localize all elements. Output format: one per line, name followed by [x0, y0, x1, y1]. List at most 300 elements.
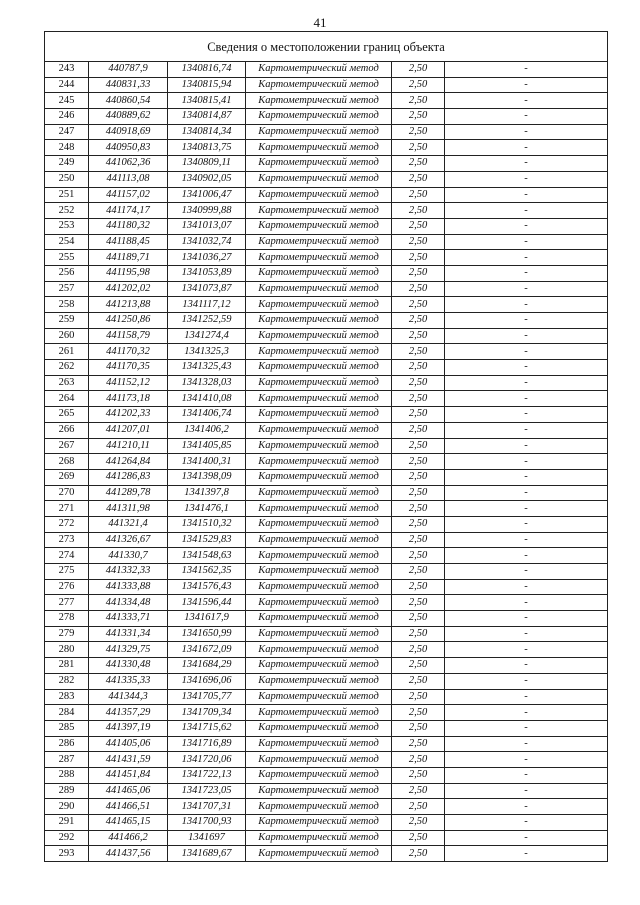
cell-point-number: 250: [45, 171, 89, 187]
table-row: [45, 846, 608, 862]
cell-accuracy: 2,50: [392, 391, 445, 407]
cell-accuracy: 2,50: [392, 360, 445, 376]
table-row: [45, 391, 608, 407]
cell-y-coordinate: 1341410,08: [168, 391, 246, 407]
cell-y-coordinate: 1341406,2: [168, 422, 246, 438]
cell-accuracy: 2,50: [392, 297, 445, 313]
cell-point-number: 257: [45, 281, 89, 297]
cell-method: Картометрический метод: [246, 595, 392, 611]
cell-method: Картометрический метод: [246, 579, 392, 595]
cell-point-number: 280: [45, 642, 89, 658]
cell-description: -: [445, 281, 608, 297]
cell-method: Картометрический метод: [246, 485, 392, 501]
cell-accuracy: 2,50: [392, 203, 445, 219]
table-row: [45, 532, 608, 548]
table-row: [45, 234, 608, 250]
table-row: [45, 736, 608, 752]
cell-accuracy: 2,50: [392, 93, 445, 109]
cell-description: -: [445, 328, 608, 344]
cell-point-number: 274: [45, 548, 89, 564]
cell-point-number: 279: [45, 626, 89, 642]
cell-y-coordinate: 1341705,77: [168, 689, 246, 705]
cell-accuracy: 2,50: [392, 673, 445, 689]
cell-y-coordinate: 1341032,74: [168, 234, 246, 250]
table-row: [45, 658, 608, 674]
cell-description: -: [445, 250, 608, 266]
cell-y-coordinate: 1340815,41: [168, 93, 246, 109]
cell-accuracy: 2,50: [392, 595, 445, 611]
cell-accuracy: 2,50: [392, 171, 445, 187]
cell-y-coordinate: 1340902,05: [168, 171, 246, 187]
cell-method: Картометрический метод: [246, 187, 392, 203]
cell-y-coordinate: 1341405,85: [168, 438, 246, 454]
cell-x-coordinate: 441158,79: [89, 328, 168, 344]
cell-y-coordinate: 1341397,8: [168, 485, 246, 501]
cell-accuracy: 2,50: [392, 265, 445, 281]
table-row: [45, 187, 608, 203]
cell-method: Картометрический метод: [246, 752, 392, 768]
cell-y-coordinate: 1341476,1: [168, 501, 246, 517]
cell-y-coordinate: 1340815,94: [168, 77, 246, 93]
cell-point-number: 276: [45, 579, 89, 595]
cell-method: Картометрический метод: [246, 124, 392, 140]
cell-accuracy: 2,50: [392, 344, 445, 360]
cell-x-coordinate: 441334,48: [89, 595, 168, 611]
cell-method: Картометрический метод: [246, 626, 392, 642]
cell-accuracy: 2,50: [392, 124, 445, 140]
cell-accuracy: 2,50: [392, 752, 445, 768]
table-row: [45, 611, 608, 627]
cell-x-coordinate: 440918,69: [89, 124, 168, 140]
cell-accuracy: 2,50: [392, 815, 445, 831]
cell-y-coordinate: 1341400,31: [168, 454, 246, 470]
cell-description: -: [445, 736, 608, 752]
cell-description: -: [445, 595, 608, 611]
cell-description: -: [445, 516, 608, 532]
cell-method: Картометрический метод: [246, 156, 392, 172]
cell-y-coordinate: 1341036,27: [168, 250, 246, 266]
cell-accuracy: 2,50: [392, 720, 445, 736]
cell-accuracy: 2,50: [392, 736, 445, 752]
cell-description: -: [445, 156, 608, 172]
cell-x-coordinate: 441333,88: [89, 579, 168, 595]
cell-x-coordinate: 441202,02: [89, 281, 168, 297]
cell-x-coordinate: 441174,17: [89, 203, 168, 219]
cell-accuracy: 2,50: [392, 375, 445, 391]
cell-description: -: [445, 673, 608, 689]
cell-x-coordinate: 441286,83: [89, 469, 168, 485]
cell-accuracy: 2,50: [392, 187, 445, 203]
cell-x-coordinate: 441333,71: [89, 611, 168, 627]
cell-description: -: [445, 218, 608, 234]
cell-method: Картометрический метод: [246, 344, 392, 360]
cell-description: -: [445, 265, 608, 281]
table-row: [45, 297, 608, 313]
cell-y-coordinate: 1341617,9: [168, 611, 246, 627]
cell-x-coordinate: 441113,08: [89, 171, 168, 187]
cell-description: -: [445, 783, 608, 799]
cell-x-coordinate: 440860,54: [89, 93, 168, 109]
cell-accuracy: 2,50: [392, 218, 445, 234]
cell-method: Картометрический метод: [246, 720, 392, 736]
cell-description: -: [445, 454, 608, 470]
cell-x-coordinate: 441466,51: [89, 799, 168, 815]
cell-point-number: 247: [45, 124, 89, 140]
cell-description: -: [445, 752, 608, 768]
cell-method: Картометрический метод: [246, 93, 392, 109]
cell-x-coordinate: 441213,88: [89, 297, 168, 313]
cell-x-coordinate: 441437,56: [89, 846, 168, 862]
table-row: [45, 485, 608, 501]
cell-y-coordinate: 1340813,75: [168, 140, 246, 156]
cell-y-coordinate: 1341596,44: [168, 595, 246, 611]
cell-accuracy: 2,50: [392, 516, 445, 532]
cell-description: -: [445, 234, 608, 250]
cell-accuracy: 2,50: [392, 234, 445, 250]
cell-description: -: [445, 391, 608, 407]
cell-point-number: 269: [45, 469, 89, 485]
cell-method: Картометрический метод: [246, 140, 392, 156]
cell-point-number: 252: [45, 203, 89, 219]
cell-description: -: [445, 815, 608, 831]
cell-method: Картометрический метод: [246, 799, 392, 815]
table-row: [45, 203, 608, 219]
cell-x-coordinate: 440889,62: [89, 109, 168, 125]
cell-accuracy: 2,50: [392, 407, 445, 423]
cell-x-coordinate: 441189,71: [89, 250, 168, 266]
cell-y-coordinate: 1340814,34: [168, 124, 246, 140]
cell-point-number: 244: [45, 77, 89, 93]
cell-accuracy: 2,50: [392, 485, 445, 501]
cell-accuracy: 2,50: [392, 77, 445, 93]
cell-y-coordinate: 1341716,89: [168, 736, 246, 752]
table-row: [45, 124, 608, 140]
cell-x-coordinate: 441330,48: [89, 658, 168, 674]
cell-point-number: 272: [45, 516, 89, 532]
cell-method: Картометрический метод: [246, 62, 392, 78]
cell-point-number: 289: [45, 783, 89, 799]
cell-accuracy: 2,50: [392, 846, 445, 862]
cell-y-coordinate: 1340816,74: [168, 62, 246, 78]
cell-accuracy: 2,50: [392, 422, 445, 438]
cell-accuracy: 2,50: [392, 62, 445, 78]
cell-point-number: 267: [45, 438, 89, 454]
cell-point-number: 256: [45, 265, 89, 281]
cell-description: -: [445, 626, 608, 642]
table-row: [45, 501, 608, 517]
cell-y-coordinate: 1341650,99: [168, 626, 246, 642]
cell-point-number: 249: [45, 156, 89, 172]
cell-description: -: [445, 642, 608, 658]
cell-y-coordinate: 1341274,4: [168, 328, 246, 344]
cell-y-coordinate: 1340814,87: [168, 109, 246, 125]
cell-method: Картометрический метод: [246, 516, 392, 532]
cell-y-coordinate: 1340999,88: [168, 203, 246, 219]
cell-description: -: [445, 203, 608, 219]
cell-description: -: [445, 564, 608, 580]
table-row: [45, 218, 608, 234]
cell-x-coordinate: 441195,98: [89, 265, 168, 281]
cell-description: -: [445, 830, 608, 846]
table-row: [45, 109, 608, 125]
table-row: [45, 438, 608, 454]
cell-x-coordinate: 441264,84: [89, 454, 168, 470]
cell-accuracy: 2,50: [392, 705, 445, 721]
cell-x-coordinate: 441332,33: [89, 564, 168, 580]
cell-y-coordinate: 1341328,03: [168, 375, 246, 391]
table-row: [45, 344, 608, 360]
cell-y-coordinate: 1341117,12: [168, 297, 246, 313]
cell-method: Картометрический метод: [246, 109, 392, 125]
cell-y-coordinate: 1341073,87: [168, 281, 246, 297]
cell-accuracy: 2,50: [392, 140, 445, 156]
table-title-row: [45, 32, 608, 62]
cell-x-coordinate: 441330,7: [89, 548, 168, 564]
cell-method: Картометрический метод: [246, 313, 392, 329]
cell-y-coordinate: 1341325,3: [168, 344, 246, 360]
cell-method: Картометрический метод: [246, 767, 392, 783]
cell-point-number: 283: [45, 689, 89, 705]
cell-point-number: 292: [45, 830, 89, 846]
cell-accuracy: 2,50: [392, 642, 445, 658]
cell-accuracy: 2,50: [392, 658, 445, 674]
cell-method: Картометрический метод: [246, 77, 392, 93]
cell-method: Картометрический метод: [246, 846, 392, 862]
cell-method: Картометрический метод: [246, 218, 392, 234]
cell-description: -: [445, 720, 608, 736]
cell-x-coordinate: 440787,9: [89, 62, 168, 78]
cell-description: -: [445, 485, 608, 501]
cell-point-number: 246: [45, 109, 89, 125]
cell-x-coordinate: 441357,29: [89, 705, 168, 721]
cell-accuracy: 2,50: [392, 469, 445, 485]
cell-accuracy: 2,50: [392, 611, 445, 627]
cell-x-coordinate: 441152,12: [89, 375, 168, 391]
cell-point-number: 251: [45, 187, 89, 203]
cell-point-number: 263: [45, 375, 89, 391]
cell-method: Картометрический метод: [246, 564, 392, 580]
cell-y-coordinate: 1341689,67: [168, 846, 246, 862]
cell-accuracy: 2,50: [392, 313, 445, 329]
cell-y-coordinate: 1341715,62: [168, 720, 246, 736]
cell-y-coordinate: 1341672,09: [168, 642, 246, 658]
cell-method: Картометрический метод: [246, 281, 392, 297]
cell-accuracy: 2,50: [392, 783, 445, 799]
cell-x-coordinate: 441173,18: [89, 391, 168, 407]
cell-point-number: 264: [45, 391, 89, 407]
cell-y-coordinate: 1341398,09: [168, 469, 246, 485]
cell-x-coordinate: 441311,98: [89, 501, 168, 517]
cell-point-number: 265: [45, 407, 89, 423]
cell-y-coordinate: 1341406,74: [168, 407, 246, 423]
cell-y-coordinate: 1340809,11: [168, 156, 246, 172]
table-row: [45, 689, 608, 705]
cell-description: -: [445, 124, 608, 140]
cell-point-number: 284: [45, 705, 89, 721]
cell-method: Картометрический метод: [246, 611, 392, 627]
cell-description: -: [445, 360, 608, 376]
cell-y-coordinate: 1341707,31: [168, 799, 246, 815]
cell-accuracy: 2,50: [392, 830, 445, 846]
table-row: [45, 705, 608, 721]
cell-method: Картометрический метод: [246, 234, 392, 250]
cell-point-number: 290: [45, 799, 89, 815]
cell-description: -: [445, 689, 608, 705]
cell-method: Картометрический метод: [246, 658, 392, 674]
cell-point-number: 271: [45, 501, 89, 517]
cell-point-number: 273: [45, 532, 89, 548]
cell-method: Картометрический метод: [246, 830, 392, 846]
cell-y-coordinate: 1341013,07: [168, 218, 246, 234]
cell-description: -: [445, 767, 608, 783]
cell-point-number: 253: [45, 218, 89, 234]
cell-description: -: [445, 532, 608, 548]
cell-x-coordinate: 441329,75: [89, 642, 168, 658]
cell-method: Картометрический метод: [246, 469, 392, 485]
table-row: [45, 422, 608, 438]
table-row: [45, 673, 608, 689]
cell-description: -: [445, 438, 608, 454]
cell-x-coordinate: 441465,06: [89, 783, 168, 799]
cell-y-coordinate: 1341252,59: [168, 313, 246, 329]
cell-method: Картометрический метод: [246, 407, 392, 423]
cell-method: Картометрический метод: [246, 705, 392, 721]
cell-point-number: 243: [45, 62, 89, 78]
table-row: [45, 830, 608, 846]
table-row: [45, 454, 608, 470]
cell-description: -: [445, 422, 608, 438]
cell-point-number: 288: [45, 767, 89, 783]
cell-x-coordinate: 441157,02: [89, 187, 168, 203]
cell-accuracy: 2,50: [392, 767, 445, 783]
cell-y-coordinate: 1341325,43: [168, 360, 246, 376]
cell-accuracy: 2,50: [392, 579, 445, 595]
cell-description: -: [445, 579, 608, 595]
cell-x-coordinate: 441331,34: [89, 626, 168, 642]
cell-method: Картометрический метод: [246, 391, 392, 407]
cell-point-number: 286: [45, 736, 89, 752]
cell-x-coordinate: 440831,33: [89, 77, 168, 93]
cell-point-number: 282: [45, 673, 89, 689]
cell-point-number: 285: [45, 720, 89, 736]
table-row: [45, 626, 608, 642]
cell-method: Картометрический метод: [246, 736, 392, 752]
cell-x-coordinate: 441207,01: [89, 422, 168, 438]
cell-method: Картометрический метод: [246, 360, 392, 376]
cell-method: Картометрический метод: [246, 815, 392, 831]
table-row: [45, 375, 608, 391]
table-row: [45, 767, 608, 783]
cell-x-coordinate: 440950,83: [89, 140, 168, 156]
table-row: [45, 799, 608, 815]
cell-y-coordinate: 1341684,29: [168, 658, 246, 674]
cell-point-number: 275: [45, 564, 89, 580]
cell-y-coordinate: 1341720,06: [168, 752, 246, 768]
cell-point-number: 260: [45, 328, 89, 344]
cell-x-coordinate: 441202,33: [89, 407, 168, 423]
cell-description: -: [445, 62, 608, 78]
table-row: [45, 595, 608, 611]
cell-point-number: 248: [45, 140, 89, 156]
table-row: [45, 171, 608, 187]
cell-method: Картометрический метод: [246, 454, 392, 470]
cell-x-coordinate: 441062,36: [89, 156, 168, 172]
cell-y-coordinate: 1341697: [168, 830, 246, 846]
cell-description: -: [445, 548, 608, 564]
table-row: [45, 752, 608, 768]
cell-description: -: [445, 344, 608, 360]
cell-method: Картометрический метод: [246, 548, 392, 564]
table-row: [45, 250, 608, 266]
cell-point-number: 245: [45, 93, 89, 109]
cell-method: Картометрический метод: [246, 297, 392, 313]
cell-description: -: [445, 140, 608, 156]
table-row: [45, 265, 608, 281]
cell-point-number: 266: [45, 422, 89, 438]
cell-x-coordinate: 441210,11: [89, 438, 168, 454]
cell-y-coordinate: 1341053,89: [168, 265, 246, 281]
table-row: [45, 360, 608, 376]
cell-method: Картометрический метод: [246, 642, 392, 658]
table-row: [45, 281, 608, 297]
cell-description: -: [445, 799, 608, 815]
cell-x-coordinate: 441170,35: [89, 360, 168, 376]
cell-x-coordinate: 441335,33: [89, 673, 168, 689]
cell-point-number: 281: [45, 658, 89, 674]
cell-method: Картометрический метод: [246, 328, 392, 344]
cell-method: Картометрический метод: [246, 265, 392, 281]
cell-point-number: 261: [45, 344, 89, 360]
cell-x-coordinate: 441250,86: [89, 313, 168, 329]
table-row: [45, 77, 608, 93]
cell-x-coordinate: 441170,32: [89, 344, 168, 360]
cell-accuracy: 2,50: [392, 501, 445, 517]
cell-accuracy: 2,50: [392, 156, 445, 172]
cell-y-coordinate: 1341548,63: [168, 548, 246, 564]
cell-x-coordinate: 441431,59: [89, 752, 168, 768]
cell-accuracy: 2,50: [392, 328, 445, 344]
cell-point-number: 259: [45, 313, 89, 329]
cell-accuracy: 2,50: [392, 626, 445, 642]
cell-description: -: [445, 407, 608, 423]
table-row: [45, 564, 608, 580]
table-row: [45, 579, 608, 595]
cell-x-coordinate: 441466,2: [89, 830, 168, 846]
cell-description: -: [445, 313, 608, 329]
cell-method: Картометрический метод: [246, 422, 392, 438]
cell-description: -: [445, 297, 608, 313]
cell-y-coordinate: 1341510,32: [168, 516, 246, 532]
cell-accuracy: 2,50: [392, 548, 445, 564]
table-row: [45, 156, 608, 172]
cell-method: Картометрический метод: [246, 689, 392, 705]
cell-point-number: 278: [45, 611, 89, 627]
cell-description: -: [445, 611, 608, 627]
table-row: [45, 313, 608, 329]
cell-accuracy: 2,50: [392, 438, 445, 454]
table-row: [45, 469, 608, 485]
table-row: [45, 720, 608, 736]
cell-description: -: [445, 375, 608, 391]
cell-accuracy: 2,50: [392, 454, 445, 470]
cell-accuracy: 2,50: [392, 799, 445, 815]
cell-x-coordinate: 441451,84: [89, 767, 168, 783]
cell-description: -: [445, 187, 608, 203]
cell-description: -: [445, 109, 608, 125]
cell-y-coordinate: 1341709,34: [168, 705, 246, 721]
cell-x-coordinate: 441321,4: [89, 516, 168, 532]
table-row: [45, 815, 608, 831]
